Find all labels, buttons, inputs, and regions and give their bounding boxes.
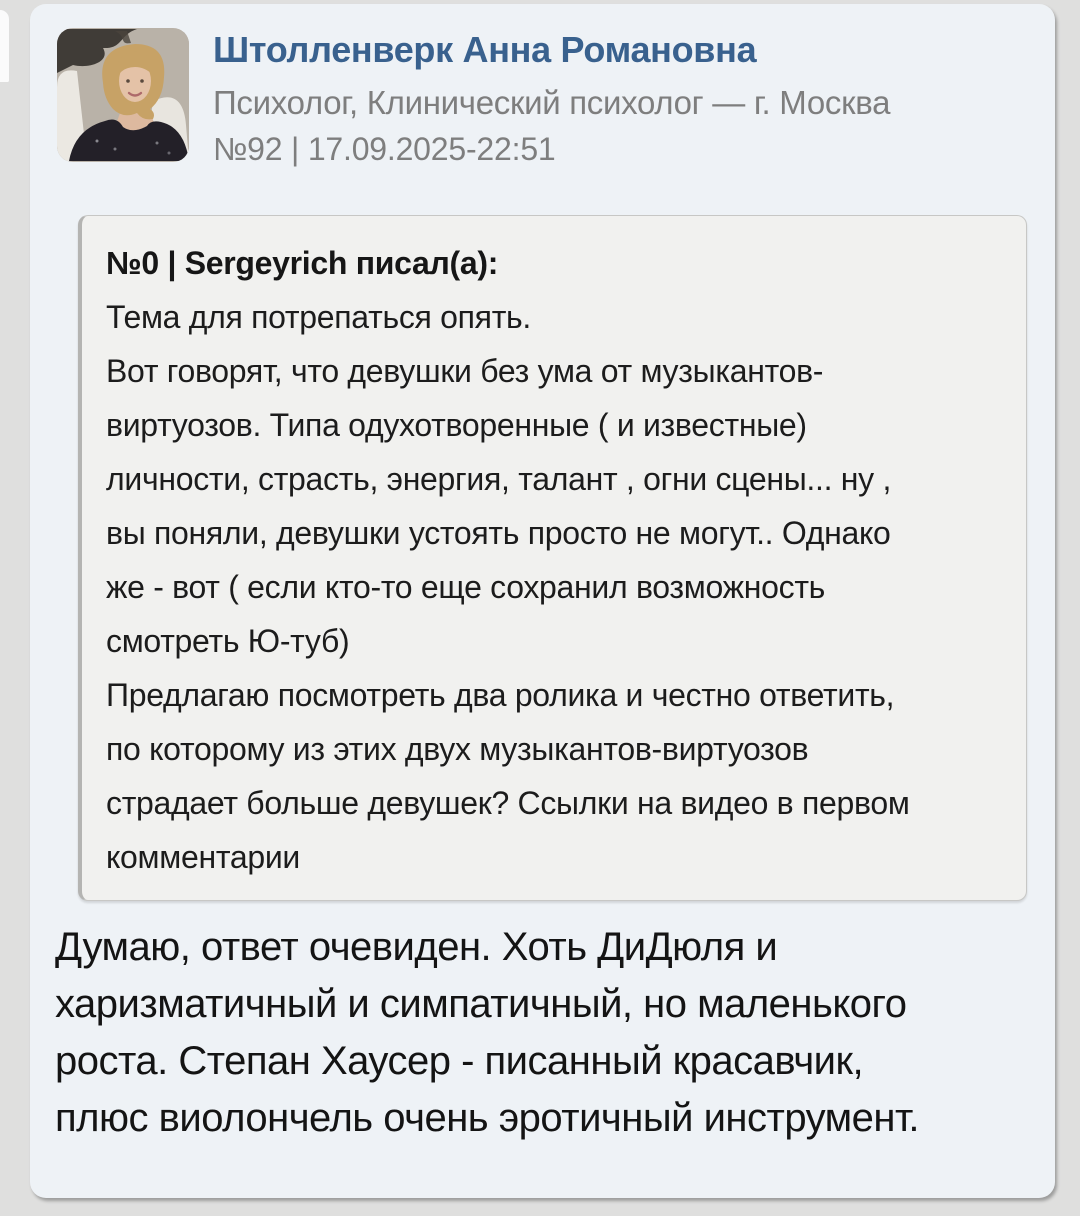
quote-text-line: личности, страсть, энергия, талант , огни сцены... ну , <box>106 461 892 497</box>
quote-text-line: Тема для потрепаться опять. <box>106 299 532 335</box>
quote-text-line: Предлагаю посмотреть два ролика и честно ответить, <box>106 677 895 713</box>
author-title: Психолог, Клинический психолог — г. Москва <box>213 84 891 121</box>
quote-text-line: вы поняли, девушки устоять просто не могут.. Однако <box>106 515 891 551</box>
reply-text-line: Думаю, ответ очевиден. Хоть ДиДюля и <box>55 925 778 969</box>
post-header <box>213 28 1025 168</box>
background-card-corner <box>0 10 9 82</box>
post-number-and-date: №92 | 17.09.2025-22:51 <box>213 131 556 167</box>
quote-text-line: же - вот ( если кто-то еще сохранил возможность <box>106 569 826 605</box>
quote-text-line: Вот говорят, что девушки без ума от музыкантов- <box>106 353 824 389</box>
author-name-link[interactable]: Штолленверк Анна Романовна <box>213 29 757 70</box>
quoted-post <box>78 215 1027 901</box>
reply-text <box>55 919 1040 1147</box>
quote-text-line: виртуозов. Типа одухотворенные ( и известные) <box>106 407 807 443</box>
avatar-photo <box>57 28 189 162</box>
reply-text-line: роста. Степан Хаусер - писанный красавчик, <box>55 1039 864 1083</box>
reply-text-line: харизматичный и симпатичный, но маленького <box>55 982 907 1026</box>
user-avatar[interactable] <box>57 28 189 162</box>
quote-text-line: комментарии <box>106 839 300 875</box>
quote-text-line: страдает больше девушек? Ссылки на видео в первом <box>106 785 910 821</box>
quote-text-line: по которому из этих двух музыкантов-виртуозов <box>106 731 809 767</box>
quote-text-line: смотреть Ю-туб) <box>106 623 350 659</box>
forum-post <box>30 4 1055 1198</box>
reply-text-line: плюс виолончель очень эротичный инструмент. <box>55 1096 920 1140</box>
quote-header: №0 | Sergeyrich писал(а): <box>106 245 499 281</box>
